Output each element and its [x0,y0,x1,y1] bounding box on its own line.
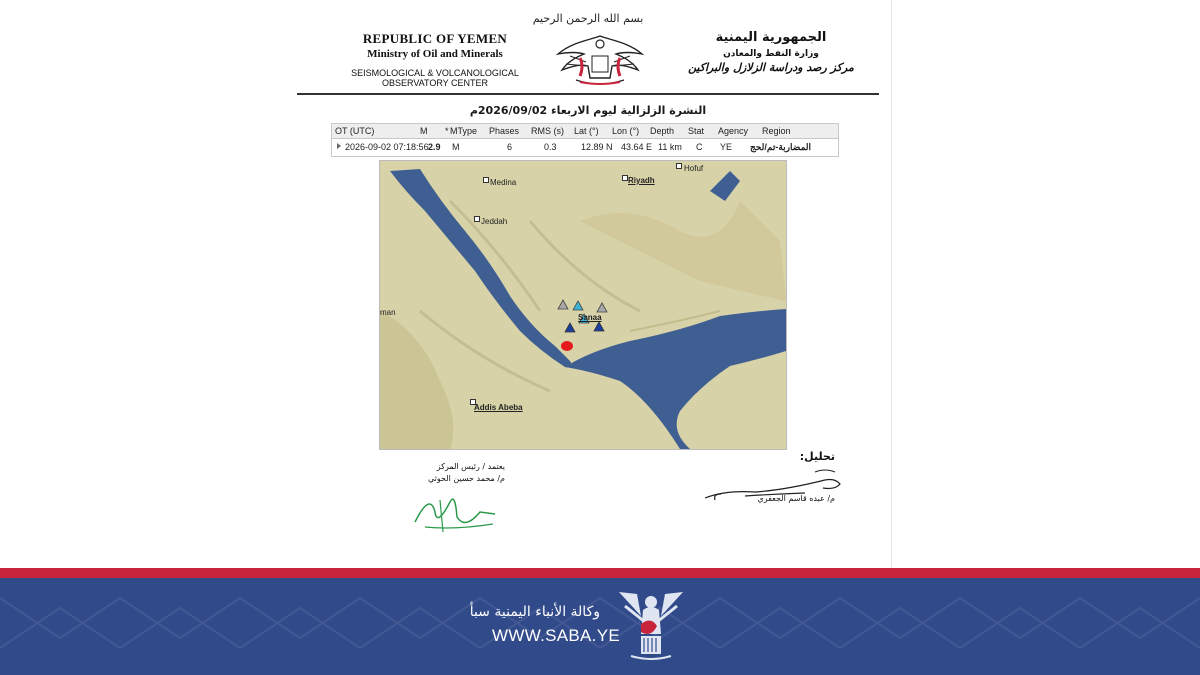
director-signature-block [365,462,535,542]
cell-depth: 11 km [658,142,682,152]
city-label-jeddah: Jeddah [481,217,508,226]
city-marker-icon [474,216,480,222]
country-name-en: REPUBLIC OF YEMEN [362,31,508,46]
cell-longitude: 43.64 E [621,142,653,152]
ministry-name-en: Ministry of Oil and Minerals [367,48,503,60]
center-name-en [315,68,555,88]
column-header: MType [450,126,478,136]
center-name-ar: مركز رصد ودراسة الزلازل والبراكين [688,61,854,74]
approved-by-label: يعتمد / رئيس المركز [436,462,505,471]
cell-mtype: M [452,142,460,152]
city-marker-icon [676,163,682,169]
cell-latitude: 12.89 N [581,142,613,152]
header-arabic [665,30,877,74]
epicenter-marker[interactable] [561,341,573,351]
column-header: M [420,126,428,136]
ministry-name-ar: وزارة النفط والمعادن [723,49,819,59]
column-header: OT (UTC) [335,126,375,136]
analyst-signature-block [685,448,865,518]
column-header: Stat [688,126,705,136]
cell-region: المضاربة-تم/لحج [750,142,812,152]
sort-indicator-icon: * [445,126,449,136]
cell-agency: YE [720,142,733,152]
saba-banner [0,568,1200,675]
column-header: Depth [650,126,675,136]
column-header: Phases [489,126,520,136]
analyst-name: م/ عبده قاسم الجعفري [757,494,835,503]
analysis-label: تحليل: [799,450,835,463]
epicenter-map[interactable] [379,160,787,450]
table-row[interactable] [332,139,838,155]
city-marker-icon [483,177,489,183]
bismillah: بسم الله الرحمن الرحيم [532,12,644,25]
cell-origin-time: 2026-09-02 07:18:56 [345,142,429,152]
map-terrain [380,161,786,449]
expand-row-icon[interactable] [337,143,341,149]
banner-red-stripe [0,568,1200,578]
city-label-addis-abeba: Addis Abeba [474,403,523,412]
city-label-medina: Medina [490,178,517,187]
saba-agency-name: وكالة الأنباء اليمنية سبأ [469,604,600,620]
cell-status: C [696,142,703,152]
column-header: RMS (s) [531,126,564,136]
saba-logo-icon [611,586,691,660]
city-label-oman-partial: man [380,308,396,317]
cell-rms: 0.3 [544,142,557,152]
table-header [332,124,838,139]
column-header: Lat (°) [574,126,599,136]
city-label-sanaa: Sanaa [578,313,602,322]
header-english [315,31,555,88]
column-header: Agency [718,126,749,136]
column-header: Region [762,126,791,136]
bulletin-document [285,0,892,568]
director-name: م/ محمد حسين الحوثي [428,474,505,483]
country-name-ar: الجمهورية اليمنية [715,30,827,45]
header-divider [297,93,879,95]
yemen-emblem-icon [550,32,650,88]
cell-phases: 6 [507,142,513,152]
bulletin-title: النشرة الزلزالية ليوم الاربعاء 2026/09/02م [469,104,707,117]
events-table [331,123,839,157]
center-name-line2: OBSERVATORY CENTER [381,78,489,88]
city-label-riyadh: Riyadh [628,176,655,185]
city-label-hofuf: Hofuf [684,164,704,173]
saba-website[interactable]: WWW.SABA.YE [492,626,620,645]
center-name-line1: SEISMOLOGICAL & VOLCANOLOGICAL [351,68,519,78]
column-header: Lon (°) [612,126,640,136]
cell-magnitude: 2.9 [428,142,441,152]
director-signature-icon [405,482,505,537]
